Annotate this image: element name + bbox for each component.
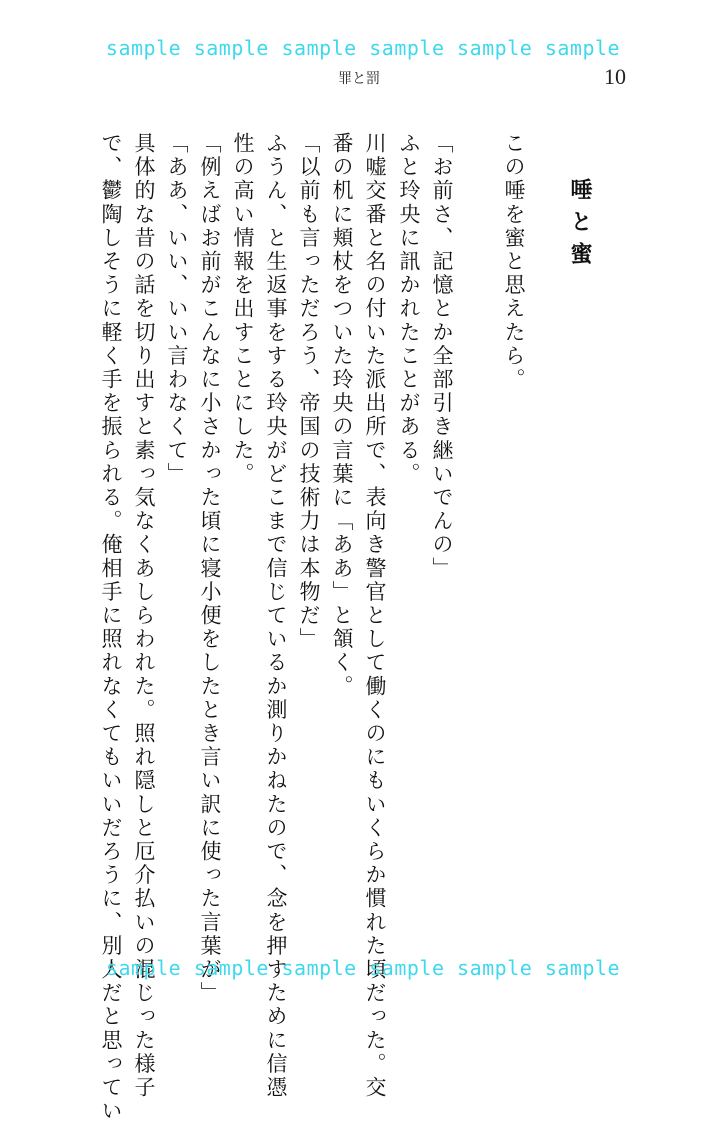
body-line-10: 「ああ、いい、いい言わなくて」 — [165, 132, 189, 486]
body-line-5: 番の机に頬杖をついた玲央の言葉に「ああ」と頷く。 — [330, 132, 354, 699]
page-number: 10 — [604, 64, 626, 89]
body-line-2: 「お前さ、記憶とか全部引き継いでんの」 — [430, 132, 454, 581]
body-line-9: 「例えばお前がこんなに小さかった頃に寝小便をしたとき言い訳に使った言葉が」 — [198, 132, 222, 1006]
body-line-1: この唾を蜜と思えたら。 — [502, 132, 526, 392]
body-line-7: ふうん、と生返事をする玲央がどこまで信じているか測りかねたので、念を押すために信憑 — [264, 132, 288, 1100]
body-line-8: 性の高い情報を出すことにした。 — [231, 132, 255, 486]
sample-watermark-bottom: sample sample sample sample sample sample — [105, 956, 621, 980]
chapter-title: 唾と蜜 — [567, 178, 592, 274]
body-line-4: 川嘘交番と名の付いた派出所で、表向き警官として働くのにもいくらか慣れた頃だった。交 — [363, 132, 387, 1100]
body-line-6: 「以前も言っただろう、帝国の技術力は本物だ」 — [297, 132, 321, 652]
body-line-11: 具体的な昔の話を切り出すと素っ気なくあしらわれた。照れ隠しと厄介払いの混じった様子 — [132, 132, 156, 1100]
running-head-title: 罪と罰 — [338, 71, 380, 87]
body-line-12: で、鬱陶しそうに軽く手を振られる。俺相手に照れなくてもいいだろうに、別人だと思ってい — [99, 132, 123, 1123]
sample-watermark-top: sample sample sample sample sample sample — [105, 36, 621, 60]
body-line-3: ふと玲央に訊かれたことがある。 — [397, 132, 421, 486]
